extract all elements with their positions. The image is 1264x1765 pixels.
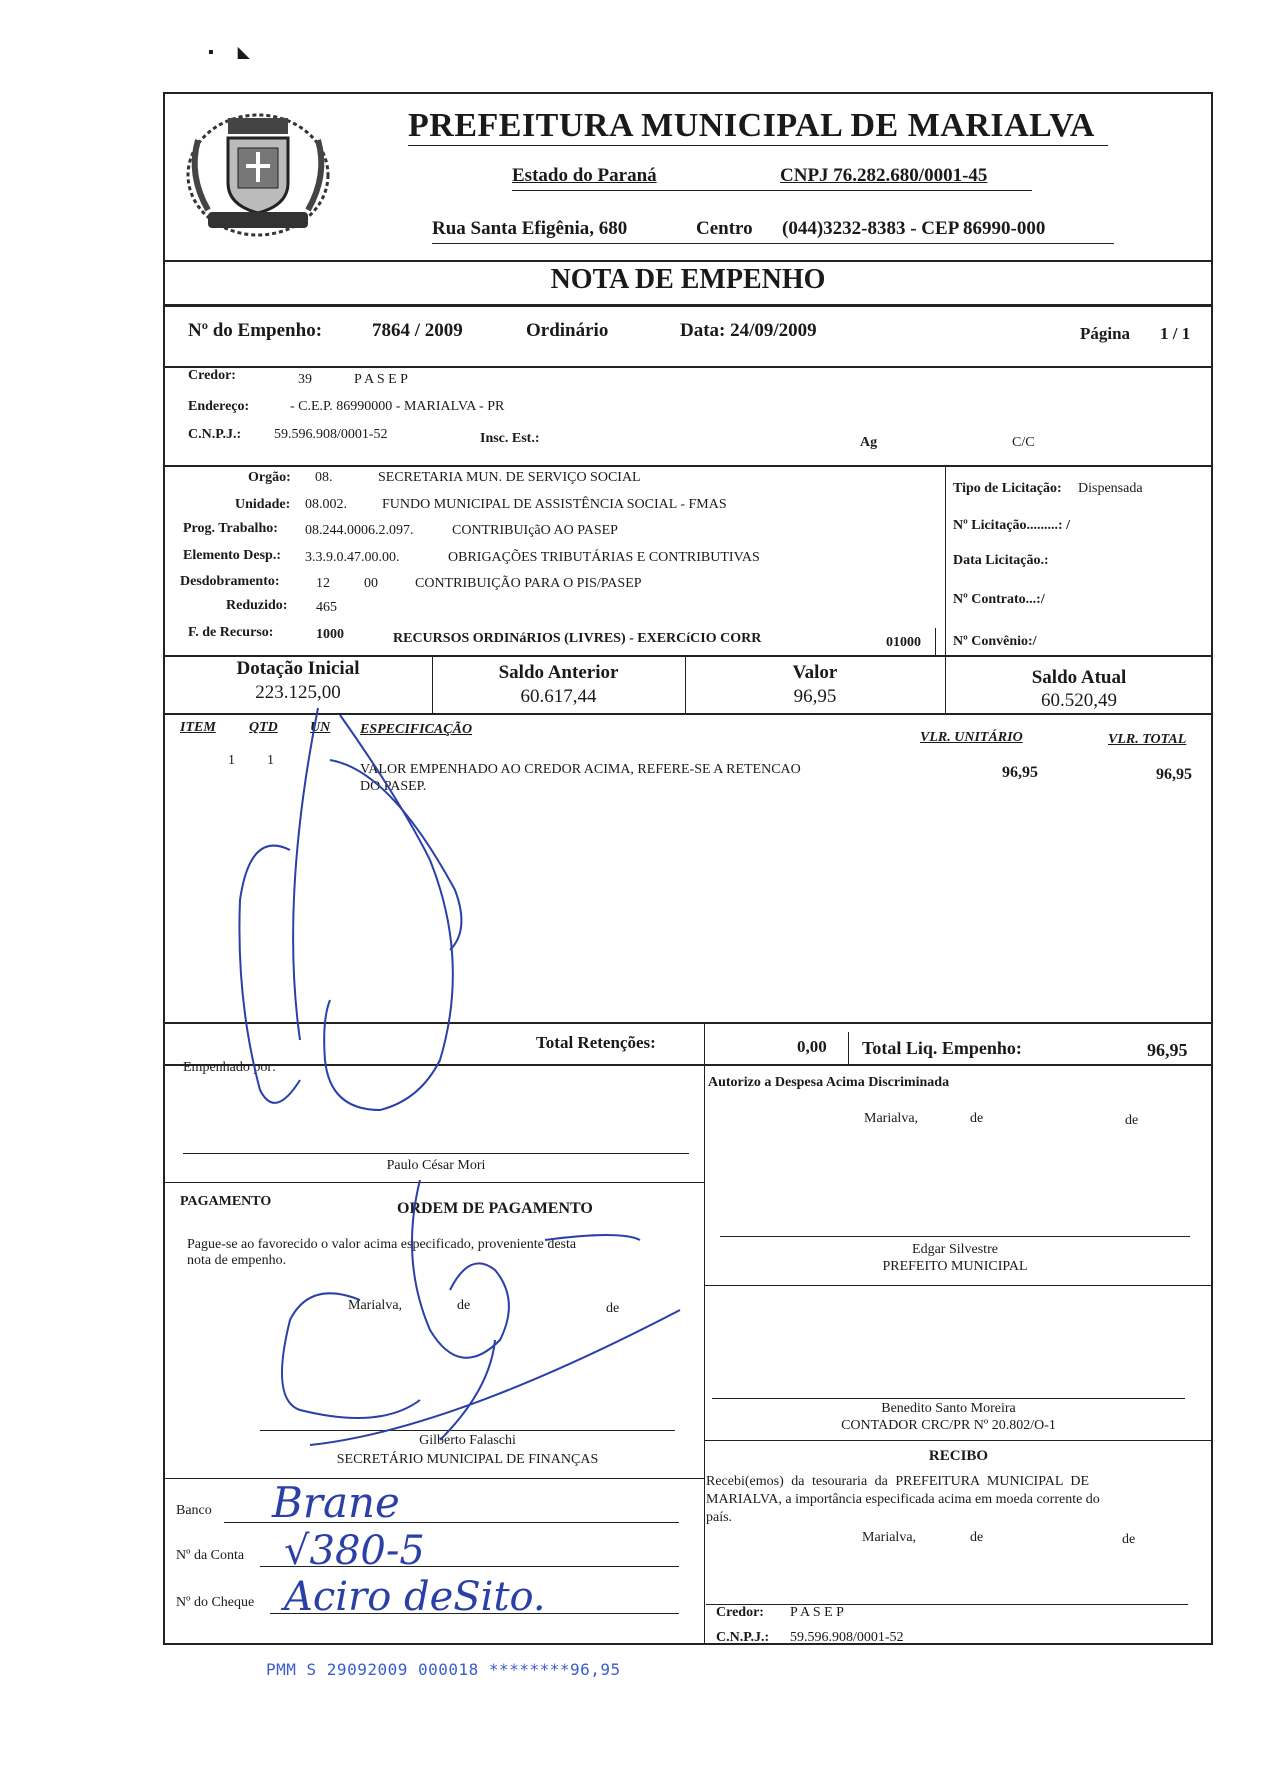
- empenho-divider: [163, 366, 1213, 368]
- conta-label: Nº da Conta: [176, 1548, 245, 1563]
- desdobramento-code1: 12: [316, 576, 330, 591]
- data-licitacao: Data Licitação.:: [953, 553, 1049, 568]
- prefeito-nome: Edgar Silvestre: [912, 1242, 998, 1257]
- recibo-cnpj-label: C.N.P.J.:: [716, 1630, 770, 1645]
- num-licitacao: Nº Licitação.........: /: [953, 518, 1070, 533]
- item-espec-line2: DO PASEP.: [360, 779, 427, 794]
- lower-section-divider: [704, 1064, 705, 1645]
- prog-value: CONTRIBUIçãO AO PASEP: [452, 523, 618, 538]
- prefeito-divider: [704, 1285, 1213, 1286]
- dotacao-inicial-label: Dotação Inicial: [236, 658, 360, 679]
- recurso-code2: 01000: [886, 635, 921, 650]
- contador-divider: [704, 1440, 1213, 1441]
- orgao-code: 08.: [315, 470, 333, 485]
- banco-label: Banco: [176, 1503, 212, 1518]
- col-total: VLR. TOTAL: [1108, 732, 1187, 747]
- coat-of-arms-logo: [178, 100, 338, 250]
- contrato: Nº Contrato...:/: [953, 592, 1045, 607]
- empenho-date: Data: 24/09/2009: [680, 320, 817, 341]
- valor-value: 96,95: [793, 686, 837, 707]
- empenho-type: Ordinário: [526, 320, 609, 341]
- totals-divider-2: [848, 1032, 849, 1064]
- item-total-value: 96,95: [1156, 766, 1192, 783]
- dotacao-divider: [163, 655, 1213, 657]
- recibo-credor: P A S E P: [790, 1605, 844, 1620]
- state-underline: [512, 190, 1032, 191]
- banco-handwriting: Brane: [272, 1478, 400, 1527]
- recibo-de1: de: [970, 1530, 984, 1545]
- autorizo-local: Marialva,: [864, 1111, 919, 1126]
- cheque-handwriting: Aciro deSito.: [284, 1574, 546, 1620]
- saldo-anterior-value: 60.617,44: [520, 686, 597, 707]
- recibo-local: Marialva,: [862, 1530, 917, 1545]
- unidade-value: FUNDO MUNICIPAL DE ASSISTÊNCIA SOCIAL - FMAS: [382, 497, 727, 512]
- credor-label: Credor:: [188, 368, 236, 383]
- page-label: Página: [1080, 324, 1131, 343]
- doc-title: NOTA DE EMPENHO: [550, 264, 826, 295]
- saldos-divider: [163, 713, 1213, 715]
- desdobramento-label: Desdobramento:: [180, 574, 280, 589]
- contador-nome: Benedito Santo Moreira: [881, 1401, 1016, 1416]
- empenhado-nome: Paulo César Mori: [386, 1158, 486, 1173]
- recibo-de2: de: [1122, 1532, 1136, 1547]
- title-underline: [408, 145, 1108, 146]
- dotacao-inicial-value: 223.125,00: [255, 682, 341, 703]
- liquido-label: Total Liq. Empenho:: [862, 1038, 1022, 1058]
- credor-name: P A S E P: [354, 372, 408, 387]
- col-unit: VLR. UNITÁRIO: [920, 730, 1023, 745]
- recibo-credor-label: Credor:: [716, 1605, 764, 1620]
- endereco-label: Endereço:: [188, 399, 250, 414]
- ordem-pagamento-label: ORDEM DE PAGAMENTO: [397, 1200, 593, 1217]
- prog-label: Prog. Trabalho:: [183, 521, 278, 536]
- pagamento-de1: de: [457, 1298, 471, 1313]
- prefeito-sign-line: [720, 1236, 1190, 1237]
- credor-code: 39: [298, 372, 312, 387]
- totals-top-divider: [163, 1022, 1213, 1024]
- empenhado-sign-line: [183, 1153, 689, 1154]
- saldo-atual-value: 60.520,49: [1041, 690, 1117, 711]
- autorizo-de2: de: [1125, 1113, 1139, 1128]
- header-divider: [163, 260, 1213, 262]
- state-label: Estado do Paraná: [512, 165, 657, 186]
- secretario-cargo: SECRETÁRIO MUNICIPAL DE FINANÇAS: [336, 1452, 599, 1467]
- totals-divider-1: [704, 1024, 705, 1064]
- contador-sign-line: [712, 1398, 1185, 1399]
- cnpj-label: CNPJ 76.282.680/0001-45: [780, 165, 988, 186]
- conta-handwriting: √380-5: [284, 1528, 425, 1574]
- retencoes-value: 0,00: [797, 1037, 827, 1056]
- address-label: Rua Santa Efigênia, 680: [432, 218, 628, 239]
- valor-label: Valor: [792, 662, 838, 683]
- orgao-value: SECRETARIA MUN. DE SERVIÇO SOCIAL: [378, 470, 641, 485]
- recibo-label: RECIBO: [928, 1448, 989, 1464]
- reduzido-label: Reduzido:: [226, 598, 288, 613]
- credor-cnpj-label: C.N.P.J.:: [188, 427, 242, 442]
- desdobramento-code2: 00: [364, 576, 378, 591]
- licitacao-divider: [945, 465, 946, 655]
- contador-cargo: CONTADOR CRC/PR Nº 20.802/O-1: [841, 1418, 1056, 1433]
- recurso-code: 1000: [316, 627, 344, 642]
- item-espec-line1: VALOR EMPENHADO AO CREDOR ACIMA, REFERE-SE A RETENCAO: [360, 762, 801, 777]
- ag-label: Ag: [860, 435, 878, 450]
- convenio: Nº Convênio:/: [953, 634, 1037, 649]
- district-label: Centro: [696, 218, 753, 239]
- saldo-atual-label: Saldo Atual: [1031, 667, 1127, 688]
- totals-bottom-divider: [163, 1064, 1213, 1066]
- liquido-value: 96,95: [1147, 1040, 1188, 1060]
- pagamento-label: PAGAMENTO: [180, 1194, 272, 1209]
- municipality-title: PREFEITURA MUNICIPAL DE MARIALVA: [408, 107, 1095, 144]
- item-unit-value: 96,95: [1002, 764, 1038, 781]
- endereco-value: - C.E.P. 86990000 - MARIALVA - PR: [290, 399, 505, 414]
- elemento-label: Elemento Desp.:: [183, 548, 281, 563]
- credor-cnpj: 59.596.908/0001-52: [274, 427, 388, 442]
- autorizo-label: Autorizo a Despesa Acima Discriminada: [708, 1075, 950, 1090]
- recibo-texto3: país.: [706, 1510, 733, 1525]
- secretario-nome: Gilberto Falaschi: [419, 1433, 516, 1448]
- desdobramento-value: CONTRIBUIÇÃO PARA O PIS/PASEP: [415, 576, 642, 591]
- prefeito-cargo: PREFEITO MUNICIPAL: [882, 1259, 1028, 1274]
- orgao-label: Orgão:: [248, 470, 291, 485]
- pagamento-texto1: Pague-se ao favorecido o valor acima especificado, proveniente desta: [187, 1237, 577, 1252]
- recurso-code-divider: [935, 628, 936, 655]
- elemento-code: 3.3.9.0.47.00.00.: [305, 550, 400, 565]
- credor-divider: [163, 465, 1213, 467]
- prog-code: 08.244.0006.2.097.: [305, 523, 414, 538]
- payment-stamp: PMM S 29092009 000018 ********96,95: [266, 1660, 621, 1679]
- doc-title-divider: [163, 304, 1213, 307]
- item-qtd: 1: [267, 753, 274, 768]
- reduzido-value: 465: [316, 600, 337, 615]
- pagamento-local: Marialva,: [348, 1298, 403, 1313]
- empenhado-label: Empenhado por:: [183, 1060, 276, 1075]
- page-number: 1 / 1: [1160, 324, 1191, 343]
- scan-mark: ▪ ◣: [208, 44, 250, 61]
- recurso-label: F. de Recurso:: [188, 625, 274, 640]
- recibo-texto1: Recebi(emos) da tesouraria da PREFEITURA MUNICIPAL DE: [706, 1474, 1090, 1489]
- elemento-value: OBRIGAÇÕES TRIBUTÁRIAS E CONTRIBUTIVAS: [448, 550, 760, 565]
- secretario-divider: [163, 1478, 704, 1479]
- tipo-licitacao-label: Tipo de Licitação:: [953, 481, 1062, 496]
- tipo-licitacao-value: Dispensada: [1078, 481, 1143, 496]
- retencoes-label: Total Retenções:: [536, 1033, 656, 1052]
- unidade-code: 08.002.: [305, 497, 347, 512]
- phone-cep-label: (044)3232-8383 - CEP 86990-000: [782, 218, 1046, 239]
- empenho-number-label: Nº do Empenho:: [188, 320, 323, 341]
- empenhado-divider: [163, 1182, 704, 1183]
- recibo-cnpj: 59.596.908/0001-52: [790, 1630, 904, 1645]
- cc-label: C/C: [1012, 435, 1035, 450]
- cheque-label: Nº do Cheque: [176, 1595, 255, 1610]
- pagamento-de2: de: [606, 1301, 620, 1316]
- insc-label: Insc. Est.:: [480, 431, 540, 446]
- empenho-number: 7864 / 2009: [372, 320, 463, 341]
- recibo-sign-line: [706, 1604, 1188, 1605]
- secretario-sign-line: [260, 1430, 675, 1431]
- autorizo-de1: de: [970, 1111, 984, 1126]
- address-underline: [432, 243, 1114, 244]
- col-un: UN: [310, 720, 331, 735]
- col-espec: ESPECIFICAÇÃO: [360, 722, 473, 737]
- recibo-texto2: MARIALVA, a importância especificada acima em moeda corrente do: [706, 1492, 1100, 1507]
- saldo-anterior-label: Saldo Anterior: [498, 662, 619, 683]
- pagamento-texto2: nota de empenho.: [187, 1253, 287, 1268]
- col-qtd: QTD: [249, 720, 278, 735]
- item-number: 1: [228, 753, 235, 768]
- recurso-value: RECURSOS ORDINáRIOS (LIVRES) - EXERCíCIO CORR: [393, 631, 762, 646]
- col-item: ITEM: [180, 720, 216, 735]
- unidade-label: Unidade:: [235, 497, 291, 512]
